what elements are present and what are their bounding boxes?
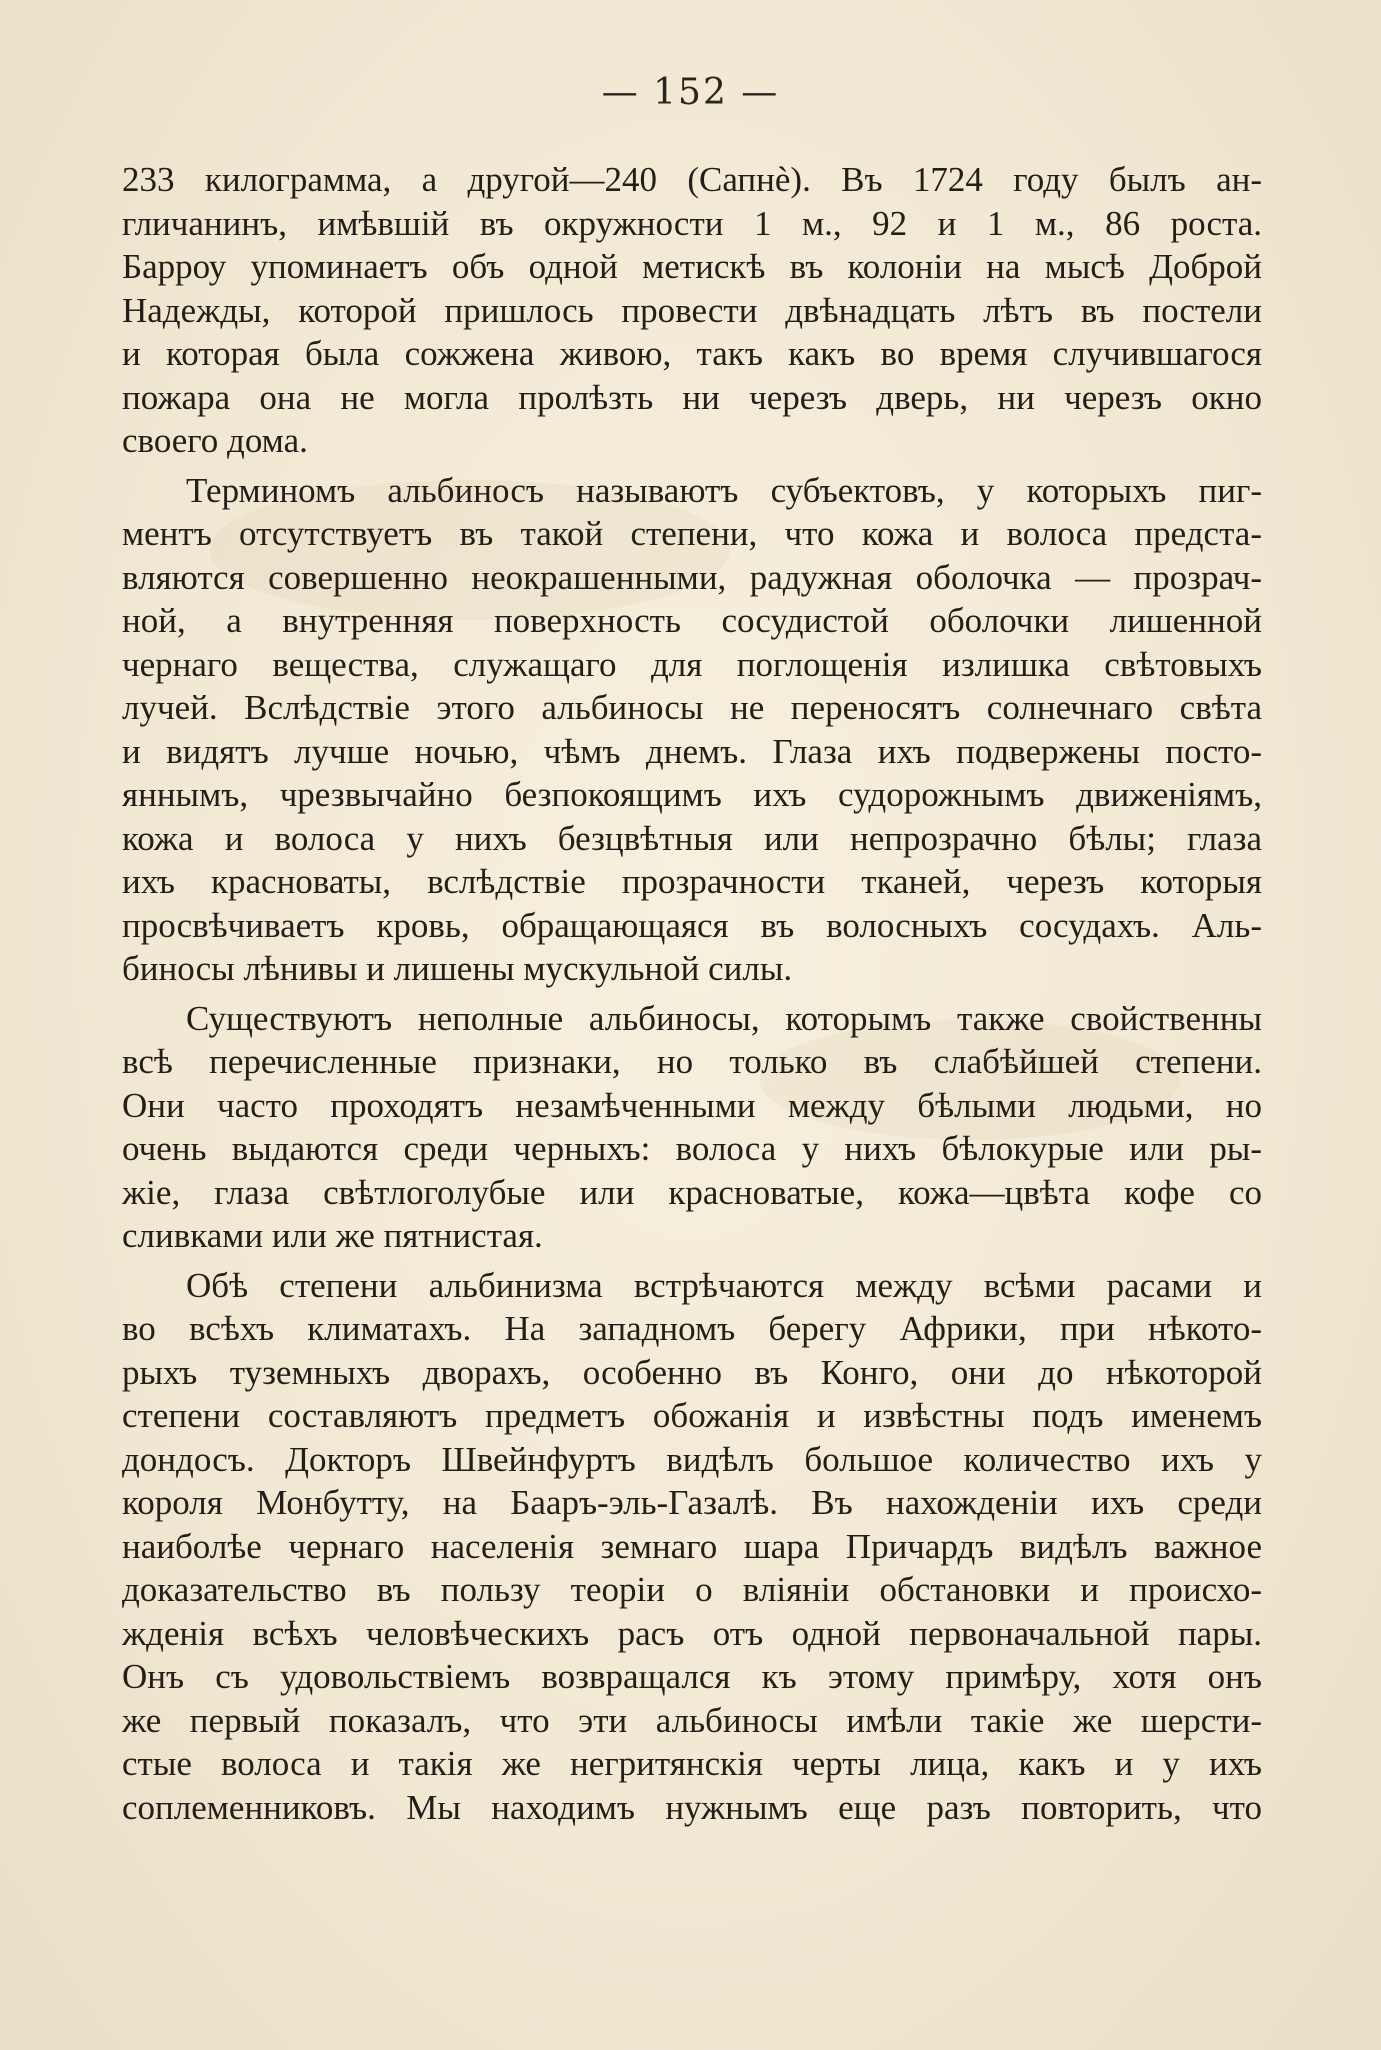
text-line: Надежды, которой пришлось провести двѣнадцать лѣтъ въ постели bbox=[122, 290, 1262, 330]
text-line: дондосъ. Докторъ Швейнфуртъ видѣлъ большое количество ихъ у bbox=[122, 1439, 1262, 1479]
text-line: жденія всѣхъ человѣческихъ расъ отъ одной первоначальной пары. bbox=[122, 1613, 1262, 1653]
text-line: лучей. Вслѣдствіе этого альбиносы не переносятъ солнечнаго свѣта bbox=[122, 688, 1262, 727]
text-line: Онъ съ удовольствіемъ возвращался къ этому примѣру, хотя онъ bbox=[122, 1657, 1262, 1696]
paragraph bbox=[122, 158, 1262, 463]
text-line: Терминомъ альбиносъ называютъ субъектовъ, у которыхъ пиг- bbox=[186, 470, 1262, 510]
text-line: пожара она не могла пролѣзть ни черезъ дверь, ни черезъ окно bbox=[122, 377, 1262, 417]
paragraph bbox=[122, 1264, 1262, 1830]
text-line: степени составляютъ предметъ обожанія и извѣстны подъ именемъ bbox=[122, 1396, 1262, 1435]
text-line: Существуютъ неполные альбиносы, которымъ также свойственны bbox=[186, 998, 1262, 1038]
text-line: Обѣ степени альбинизма встрѣчаются между всѣми расами и bbox=[186, 1265, 1262, 1305]
text-line: биносы лѣнивы и лишены мускульной силы. bbox=[122, 949, 793, 988]
text-line: очень выдаются среди черныхъ: волоса у нихъ бѣлокурые или ры- bbox=[122, 1129, 1262, 1168]
text-line: ихъ красноваты, вслѣдствіе прозрачности тканей, черезъ которыя bbox=[122, 862, 1262, 901]
text-line: ной, а внутренняя поверхность сосудистой оболочки лишенной bbox=[122, 601, 1262, 640]
text-line: короля Монбутту, на Бааръ-эль-Газалѣ. Въ нахожденіи ихъ среди bbox=[122, 1483, 1262, 1522]
text-line: кожа и волоса у нихъ безцвѣтныя или непрозрачно бѣлы; глаза bbox=[122, 818, 1262, 858]
text-line: сливками или же пятнистая. bbox=[122, 1216, 543, 1255]
body-text bbox=[122, 158, 1262, 1829]
text-line: стые волоса и такія же негритянскія черты лица, какъ и у ихъ bbox=[122, 1744, 1262, 1783]
paragraph bbox=[122, 469, 1262, 991]
text-line: наиболѣе чернаго населенія земнаго шара Причардъ видѣлъ важное bbox=[122, 1526, 1262, 1566]
page-number: — 152 — bbox=[601, 72, 780, 113]
text-line: Барроу упоминаетъ объ одной метискѣ въ колоніи на мысѣ Доброй bbox=[122, 247, 1262, 286]
text-line: и видятъ лучше ночью, чѣмъ днемъ. Глаза ихъ подвержены посто- bbox=[122, 731, 1262, 771]
text-line: 233 килограмма, а другой—240 (Сапнѐ). Въ 1724 году былъ ан- bbox=[122, 160, 1262, 199]
text-line: своего дома. bbox=[122, 421, 308, 460]
text-line: вляются совершенно неокрашенными, радужная оболочка — прозрач- bbox=[122, 557, 1262, 597]
text-line: и которая была сожжена живою, такъ какъ во время случившагося bbox=[122, 334, 1262, 373]
text-line: всѣ перечисленные признаки, но только въ слабѣйшей степени. bbox=[122, 1042, 1262, 1081]
text-line: чернаго вещества, служащаго для поглощенія излишка свѣтовыхъ bbox=[122, 644, 1262, 684]
text-line: ментъ отсутствуетъ въ такой степени, что кожа и волоса предста- bbox=[122, 514, 1262, 553]
text-line: яннымъ, чрезвычайно безпокоящимъ ихъ судорожнымъ движеніямъ, bbox=[122, 775, 1262, 814]
text-line: жіе, глаза свѣтлоголубые или красноватые, кожа—цвѣта кофе со bbox=[122, 1172, 1262, 1212]
text-line: гличанинъ, имѣвшій въ окружности 1 м., 92 и 1 м., 86 роста. bbox=[122, 203, 1262, 243]
text-line: во всѣхъ климатахъ. На западномъ берегу Африки, при нѣкото- bbox=[122, 1309, 1262, 1348]
text-line: соплеменниковъ. Мы находимъ нужнымъ еще разъ повторить, что bbox=[122, 1787, 1262, 1827]
text-line: Они часто проходятъ незамѣченными между бѣлыми людьми, но bbox=[122, 1085, 1262, 1125]
text-line: рыхъ туземныхъ дворахъ, особенно въ Конго, они до нѣкоторой bbox=[122, 1352, 1262, 1392]
text-line: же первый показалъ, что эти альбиносы имѣли такіе же шерсти- bbox=[122, 1700, 1262, 1740]
text-line: просвѣчиваетъ кровь, обращающаяся въ волосныхъ сосудахъ. Аль- bbox=[122, 905, 1262, 945]
paragraph bbox=[122, 997, 1262, 1258]
text-line: доказательство въ пользу теоріи о вліяніи обстановки и происхо- bbox=[122, 1570, 1262, 1609]
